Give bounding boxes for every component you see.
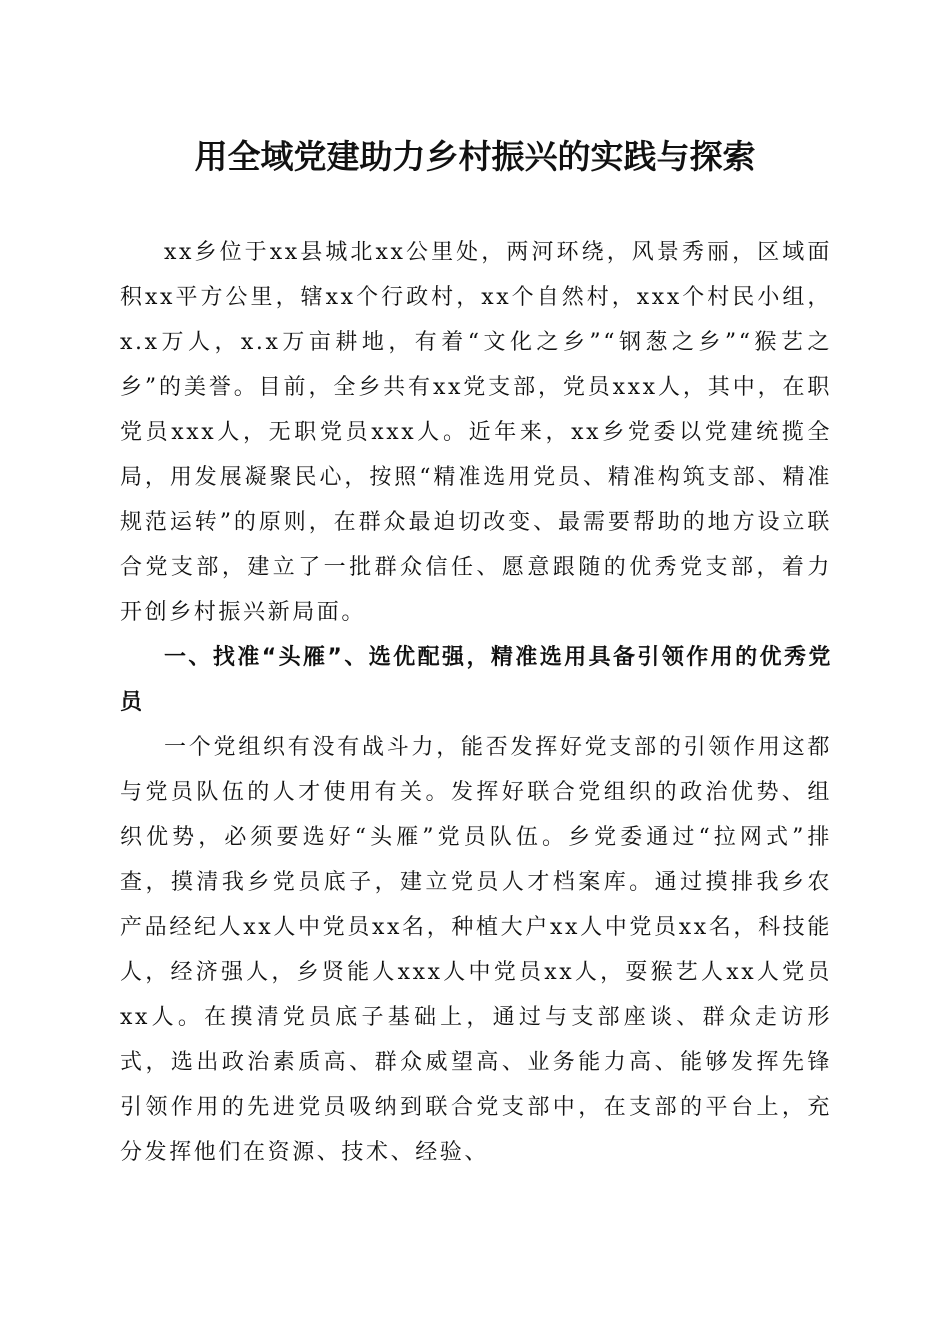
section-1-paragraph: 一个党组织有没有战斗力，能否发挥好党支部的引领作用这都与党员队伍的人才使用有关。发挥好联合党组织的政治优势、组织优势，必须要选好“头雁”党员队伍。乡党委通过“拉网式”排查，摸清我乡党员底子，建立党员人才档案库。通过摸排我乡农产品经纪人xx人中党员xx名，种植大户xx人中党员xx名，科技能人，经济强人，乡贤能人xxx人中党员xx人，耍猴艺人xx人党员xx人。在摸清党员底子基础上，通过与支部座谈、群众走访形式，选出政治素质高、群众威望高、业务能力高、能够发挥先锋引领作用的先进党员吸纳到联合党支部中，在支部的平台上，充分发挥他们在资源、技术、经验、 (120, 735, 832, 1165)
document-body (120, 230, 832, 1175)
intro-paragraph: xx乡位于xx县城北xx公里处，两河环绕，风景秀丽，区域面积xx平方公里，辖xx个行政村，xx个自然村，xxx个村民小组，x.x万人，x.x万亩耕地，有着“文化之乡”“钢葱之乡”“猴艺之乡”的美誉。目前，全乡共有xx党支部，党员xxx人，其中，在职党员xxx人，无职党员xxx人。近年来，xx乡党委以党建统揽全局，用发展凝聚民心，按照“精准选用党员、精准构筑支部、精准规范运转”的原则，在群众最迫切改变、最需要帮助的地方设立联合党支部，建立了一批群众信任、愿意跟随的优秀党支部，着力开创乡村振兴新局面。 (120, 240, 832, 625)
document-title: 用全域党建助力乡村振兴的实践与探索 (194, 137, 756, 176)
section-1-heading: 一、找准“头雁”、选优配强，精准选用具备引领作用的优秀党员 (120, 645, 832, 715)
